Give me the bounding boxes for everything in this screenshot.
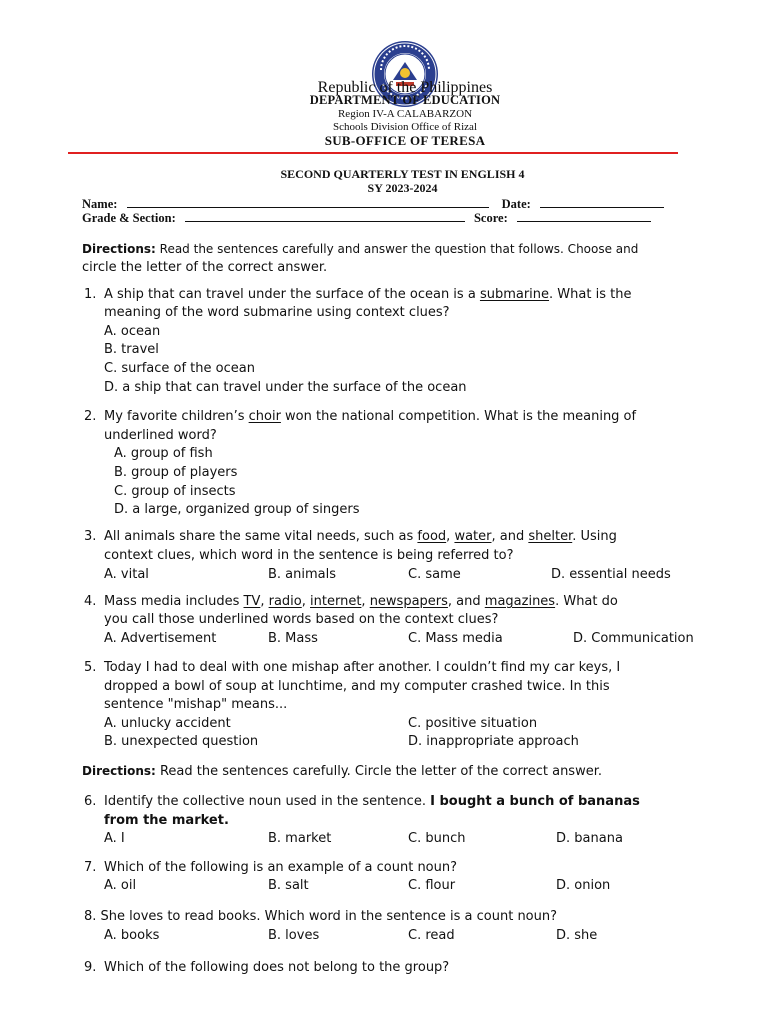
directions-label: Directions:	[82, 242, 156, 256]
q4-choice-c[interactable]: C. Mass media	[408, 631, 503, 646]
q1-line2: meaning of the word submarine using context clues?	[104, 305, 450, 320]
q8-choice-a[interactable]: A. books	[104, 928, 160, 943]
q4-and: , and	[447, 594, 485, 609]
q4-underlined-tv: TV	[243, 594, 261, 609]
q6-line2	[104, 813, 229, 829]
q3-line1	[104, 529, 617, 545]
q4-line2: you call those underlined words based on the context clues?	[104, 612, 499, 627]
q3-text: All animals share the same vital needs, such as	[104, 529, 418, 544]
region-heading: Region IV-A CALABARZON	[337, 108, 473, 120]
q3-underlined-food: food	[417, 529, 447, 544]
q2-number: 2.	[84, 409, 97, 424]
q4-text-end: . What do	[555, 594, 618, 609]
department-heading: DEPARTMENT OF EDUCATION	[309, 93, 501, 107]
q4-comma1: ,	[260, 594, 269, 609]
name-label: Name:	[82, 197, 118, 211]
score-blank[interactable]	[517, 210, 651, 222]
q3-sep2: , and	[491, 529, 529, 544]
q5-choice-d[interactable]: D. inappropriate approach	[408, 734, 579, 749]
directions-part1	[82, 241, 638, 257]
q2-underlined-word: choir	[248, 409, 281, 424]
q6-text: Identify the collective noun used in the sentence.	[104, 794, 431, 809]
score-label: Score:	[473, 211, 508, 225]
q5-line3: sentence "mishap" means...	[104, 697, 288, 712]
q4-line1	[104, 594, 618, 610]
q2-text: My favorite children’s	[104, 409, 249, 424]
q3-choice-a[interactable]: A. vital	[104, 567, 149, 582]
q4-choice-b[interactable]: B. Mass	[268, 631, 318, 646]
q6-number: 6.	[84, 794, 97, 809]
q5-choice-b[interactable]: B. unexpected question	[104, 734, 259, 749]
q2-text-end: won the national competition. What is the meaning of	[280, 409, 637, 424]
q7-line1: Which of the following is an example of a count noun?	[104, 860, 458, 875]
header-divider	[68, 152, 678, 154]
q7-choice-c[interactable]: C. flour	[408, 878, 456, 893]
q5-choice-c[interactable]: C. positive situation	[408, 716, 538, 731]
q4-underlined-internet: internet	[310, 594, 362, 609]
q3-sep1: ,	[446, 529, 455, 544]
q4-comma3: ,	[361, 594, 370, 609]
q6-choice-b[interactable]: B. market	[268, 831, 332, 846]
q3-number: 3.	[84, 529, 97, 544]
q4-number: 4.	[84, 594, 97, 609]
republic-heading: Republic of the Philippines	[317, 79, 493, 96]
q1-underlined-word: submarine	[479, 287, 550, 302]
q1-choice-c[interactable]: C. surface of the ocean	[104, 361, 255, 376]
directions-label-2: Directions:	[82, 764, 156, 778]
q2-choice-a[interactable]: A. group of fish	[114, 446, 213, 461]
q5-choice-a[interactable]: A. unlucky accident	[104, 716, 231, 731]
school-year: SY 2023-2024	[367, 181, 438, 195]
grade-section-label: Grade & Section:	[82, 211, 176, 225]
date-blank[interactable]	[540, 196, 664, 208]
q2-choice-d[interactable]: D. a large, organized group of singers	[114, 502, 360, 517]
q9-number: 9.	[84, 960, 97, 975]
q4-comma2: ,	[301, 594, 311, 609]
q7-choice-b[interactable]: B. salt	[268, 878, 309, 893]
q7-choice-d[interactable]: D. onion	[556, 878, 611, 893]
q1-line1	[104, 287, 631, 303]
q1-text: A ship that can travel under the surface of the ocean is a	[104, 287, 480, 302]
q8-choice-b[interactable]: B. loves	[268, 928, 320, 943]
q7-number: 7.	[84, 860, 97, 875]
directions-text-line2: circle the letter of the correct answer.	[82, 260, 328, 275]
q6-period: .	[223, 813, 229, 828]
q4-choice-d[interactable]: D. Communication	[573, 631, 694, 646]
q1-choice-d[interactable]: D. a ship that can travel under the surface of the ocean	[104, 380, 467, 395]
q8-choice-c[interactable]: C. read	[408, 928, 455, 943]
directions-text-2: Read the sentences carefully. Circle the letter of the correct answer.	[155, 764, 602, 779]
q1-choice-a[interactable]: A. ocean	[104, 324, 161, 339]
q2-line1	[104, 409, 636, 425]
q3-choice-b[interactable]: B. animals	[268, 567, 337, 582]
directions-part2	[82, 763, 602, 780]
q4-text: Mass media includes	[104, 594, 244, 609]
grade-section-blank[interactable]	[185, 210, 465, 222]
q1-choice-b[interactable]: B. travel	[104, 342, 159, 357]
q4-choice-a[interactable]: A. Advertisement	[104, 631, 217, 646]
test-title: SECOND QUARTERLY TEST IN ENGLISH 4	[280, 167, 525, 181]
q6-choice-a[interactable]: A. I	[104, 831, 125, 846]
q5-number: 5.	[84, 660, 97, 675]
q5-line1: Today I had to deal with one mishap after another. I couldn’t find my car keys, I	[104, 660, 621, 675]
q2-choice-b[interactable]: B. group of players	[114, 465, 238, 480]
q7-choice-a[interactable]: A. oil	[104, 878, 137, 893]
q1-number: 1.	[84, 287, 97, 302]
q4-underlined-radio: radio	[268, 594, 302, 609]
division-heading: Schools Division Office of Rizal	[333, 121, 477, 133]
q2-choice-c[interactable]: C. group of insects	[114, 484, 236, 499]
q4-underlined-newspapers: newspapers	[369, 594, 448, 609]
q5-line2: dropped a bowl of soup at lunchtime, and my computer crashed twice. In this	[104, 679, 610, 694]
sub-office-heading: SUB-OFFICE OF TERESA	[324, 133, 486, 148]
grade-score-row	[82, 210, 651, 226]
q6-sentence-bold: I bought a bunch of bananas	[430, 794, 640, 809]
q3-underlined-water: water	[454, 529, 492, 544]
name-blank[interactable]	[127, 196, 489, 208]
q4-underlined-magazines: magazines	[484, 594, 556, 609]
q6-choice-c[interactable]: C. bunch	[408, 831, 466, 846]
q3-choice-c[interactable]: C. same	[408, 567, 461, 582]
q3-line2: context clues, which word in the sentence is being referred to?	[104, 548, 514, 563]
q9-line1: Which of the following does not belong to the group?	[104, 960, 450, 975]
q3-choice-d[interactable]: D. essential needs	[551, 567, 671, 582]
directions-text-line1: Read the sentences carefully and answer the question that follows. Choose and	[155, 242, 639, 256]
q6-choice-d[interactable]: D. banana	[556, 831, 623, 846]
q8-line1: 8. She loves to read books. Which word in the sentence is a count noun?	[84, 909, 558, 924]
date-label: Date:	[501, 197, 531, 211]
q6-line1	[104, 794, 640, 810]
q8-choice-d[interactable]: D. she	[556, 928, 598, 943]
q2-line2: underlined word?	[104, 428, 217, 443]
q3-underlined-shelter: shelter	[528, 529, 573, 544]
q1-text-end: . What is the	[549, 287, 632, 302]
q6-sentence-bold-end: from the market	[104, 813, 224, 828]
q3-text-end: . Using	[572, 529, 617, 544]
